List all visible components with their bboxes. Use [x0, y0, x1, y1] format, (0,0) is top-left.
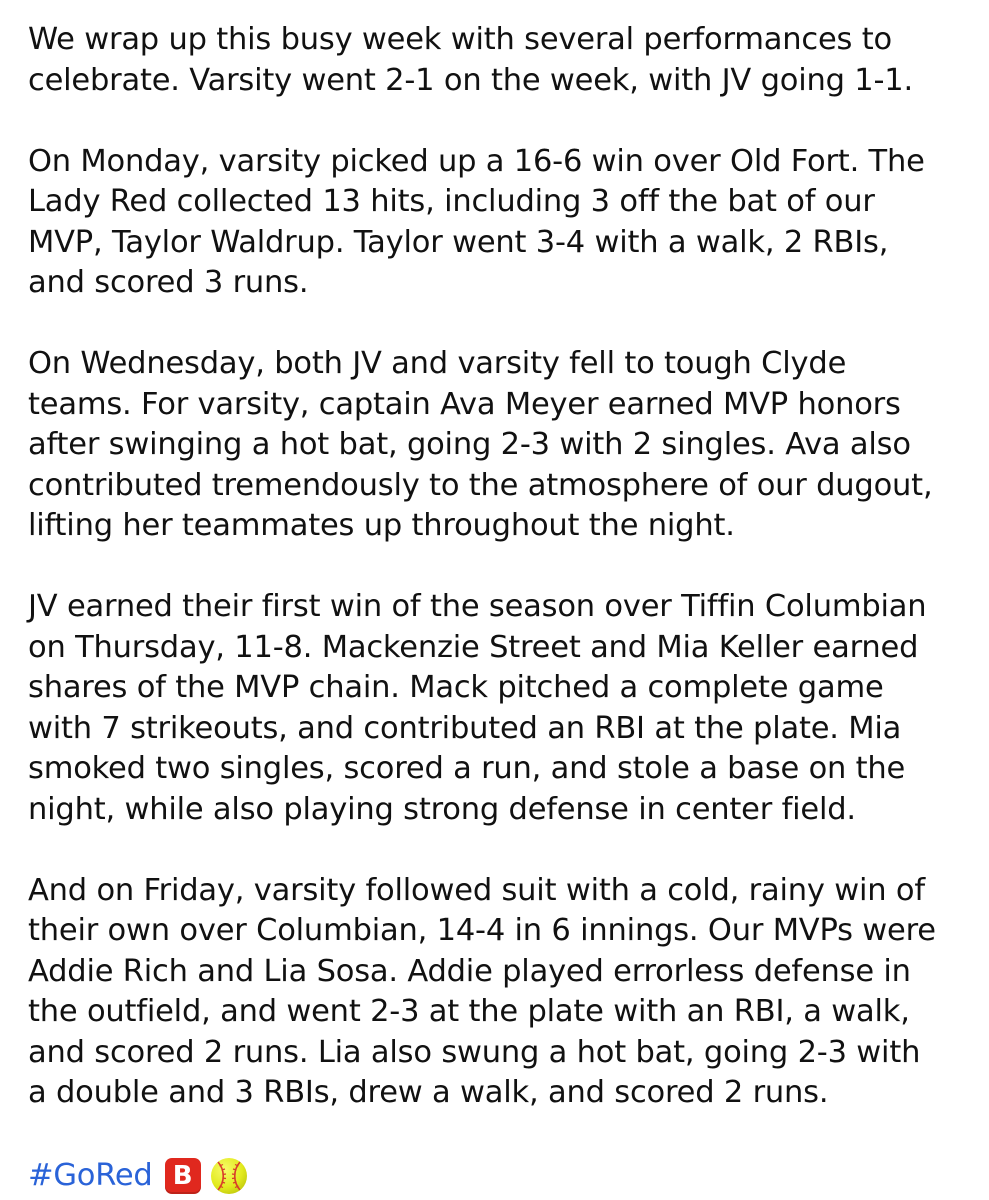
text-line: shares of the MVP chain. Mack pitched a complete game [28, 670, 884, 705]
text-line: a double and 3 RBIs, drew a walk, and scored 2 runs. [28, 1075, 829, 1110]
text-line: on Thursday, 11-8. Mackenzie Street and Mia Keller earned [28, 629, 919, 665]
text-line: MVP, Taylor Waldrup. Taylor went 3-4 with a walk, 2 RBIs, [28, 224, 889, 260]
text-line: after swinging a hot bat, going 2-3 with 2 singles. Ava also [28, 427, 911, 462]
paragraph-friday [28, 871, 965, 1114]
text-line: We wrap up this busy week with several performances to [28, 22, 892, 57]
b-button-icon: B [165, 1158, 201, 1194]
text-line: smoked two singles, scored a run, and stole a base on the [28, 751, 906, 786]
paragraph-thursday [28, 587, 965, 830]
hashtag-link[interactable]: #GoRed [28, 1158, 153, 1193]
text-line: contributed tremendously to the atmosphere of our dugout, [28, 467, 933, 503]
text-line: On Monday, varsity picked up a 16-6 win over Old Fort. The [28, 143, 925, 179]
paragraph-monday [28, 142, 965, 304]
text-line: lifting her teammates up throughout the night. [28, 508, 735, 543]
text-line: and scored 3 runs. [28, 265, 309, 300]
paragraph-wednesday [28, 344, 965, 547]
text-line: and scored 2 runs. Lia also swung a hot bat, going 2-3 with [28, 1034, 921, 1070]
text-line: with 7 strikeouts, and contributed an RBI at the plate. Mia [28, 710, 902, 746]
text-line: night, while also playing strong defense in center field. [28, 791, 856, 827]
text-line: JV earned their first win of the season over Tiffin Columbian [28, 589, 927, 624]
softball-icon [209, 1156, 249, 1196]
text-line: the outfield, and went 2-3 at the plate with an RBI, a walk, [28, 994, 910, 1029]
text-line: Lady Red collected 13 hits, including 3 off the bat of our [28, 184, 875, 219]
hashtag-row [28, 1154, 965, 1198]
text-line: teams. For varsity, captain Ava Meyer earned MVP honors [28, 386, 901, 422]
text-line: And on Friday, varsity followed suit with a cold, rainy win of [28, 872, 925, 908]
text-line: Addie Rich and Lia Sosa. Addie played errorless defense in [28, 953, 911, 989]
paragraph-intro [28, 20, 965, 101]
text-line: On Wednesday, both JV and varsity fell to tough Clyde [28, 346, 847, 381]
text-line: celebrate. Varsity went 2-1 on the week, with JV going 1-1. [28, 62, 913, 98]
text-line: their own over Columbian, 14-4 in 6 innings. Our MVPs were [28, 913, 936, 948]
